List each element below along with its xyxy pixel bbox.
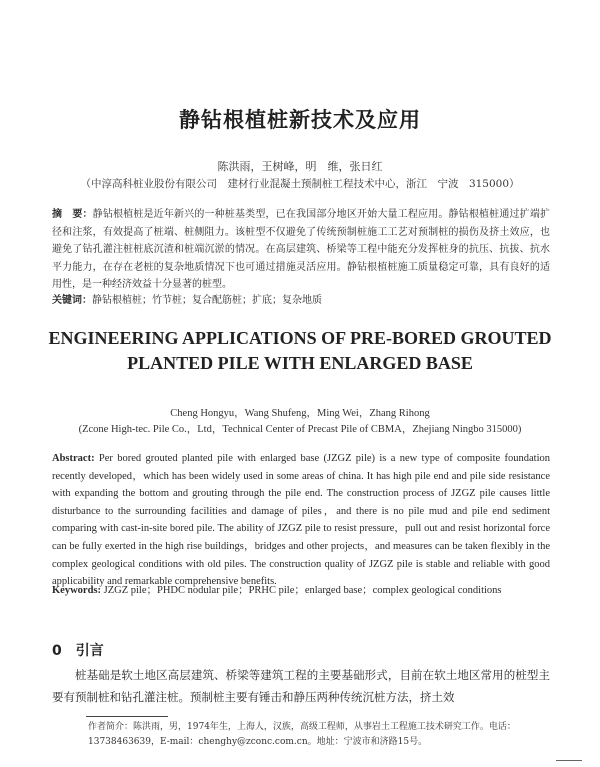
section-heading	[52, 640, 104, 660]
author-footnote	[88, 720, 558, 750]
section-number: 0	[52, 643, 62, 659]
chinese-abstract-text: 静钻根植桩是近年新兴的一种桩基类型，已在我国部分地区开始大量工程应用。静钻根植桩通过扩端扩径和注浆，有效提高了桩端、桩侧阻力。该桩型不仅避免了传统预制桩施工工艺对预制桩的损伤及挤土效应，也避免了钻孔灌注桩桩底沉渣和桩端沉淤的情况。在高层建筑、桥梁等工程中能充分发挥桩身的抗压、抗拔、抗水平力能力，在存在老桩的复杂地质情况下也可通过措施灵活应用。静钻根植桩施工质量稳定可靠，具有良好的适用性，是一种经济效益十分显著的桩型。	[52, 209, 551, 290]
footnote-text: 陈洪雨，男，1974年生，上海人，汉族，高级工程师，从事岩土工程施工技术研究工作。电话：13738463639，E-mail：chenghy@zconc.com.cn。地址：宁波市和济路15号。	[88, 722, 516, 747]
english-title	[0, 326, 600, 376]
page-corner-rule	[556, 760, 582, 761]
english-abstract-label: Abstract:	[52, 453, 95, 464]
english-keywords	[52, 582, 550, 597]
chinese-authors: 陈洪雨，王树峰，明 维，张日红	[217, 160, 383, 173]
english-abstract	[52, 450, 550, 591]
chinese-title: 静钻根植桩新技术及应用	[179, 108, 421, 132]
chinese-keywords-label: 关键词：	[52, 295, 92, 306]
english-abstract-text: Per bored grouted planted pile with enlarged base (JZGZ pile) is a new type of composite foundation recently developed，which has been widely used in some areas of china. It has high pile end and pile side resistance with expanding the bottom and grouting through the pile end. The construction process of JZGZ pile causes little disturbance to the surrounding facilities and damage of piles，and there is no pile mud and pile end sediment comparing with cast-in-site bored pile. The ability of JZGZ pile to resist pressure，pull out and resist horizontal force can be fully exerted in the high rise buildings，bridges and other projects，and measures can be taken flexibly in the complex geological conditions with old piles. The construction quality of JZGZ pile is stable and reliable with good applicability and remarkable comprehensive benefits.	[52, 453, 551, 588]
english-affiliation: (Zcone High-tec. Pile Co.，Ltd，Technical Center of Precast Pile of CBMA，Zhejiang Ningbo 315000)	[78, 424, 522, 435]
english-keywords-label: Keywords:	[52, 585, 101, 596]
english-title-line-1: ENGINEERING APPLICATIONS OF PRE-BORED GROUTED	[48, 328, 552, 348]
footnote-label: 作者简介：	[88, 722, 134, 732]
chinese-abstract	[52, 206, 550, 294]
chinese-affiliation: （中淳高科桩业股份有限公司 建材行业混凝土预制桩工程技术中心，浙江 宁波 315000）	[80, 178, 520, 190]
chinese-abstract-label: 摘 要：	[52, 209, 93, 220]
english-title-line-2: PLANTED PILE WITH ENLARGED BASE	[127, 353, 473, 373]
section-title: 引言	[75, 643, 104, 659]
chinese-keywords	[52, 291, 550, 306]
footnote-divider	[86, 716, 168, 717]
english-authors: Cheng Hongyu，Wang Shufeng，Ming Wei，Zhang Rihong	[170, 408, 430, 419]
english-keywords-text: JZGZ pile；PHDC nodular pile；PRHC pile；enlarged base；complex geological conditions	[103, 585, 502, 596]
body-paragraph: 桩基础是软土地区高层建筑、桥梁等建筑工程的主要基础形式，目前在软土地区常用的桩型主要有预制桩和钻孔灌注桩。预制桩主要有锤击和静压两种传统沉桩方法，挤土效	[52, 668, 550, 704]
chinese-keywords-text: 静钻根植桩；竹节桩；复合配筋桩；扩底；复杂地质	[92, 295, 322, 306]
